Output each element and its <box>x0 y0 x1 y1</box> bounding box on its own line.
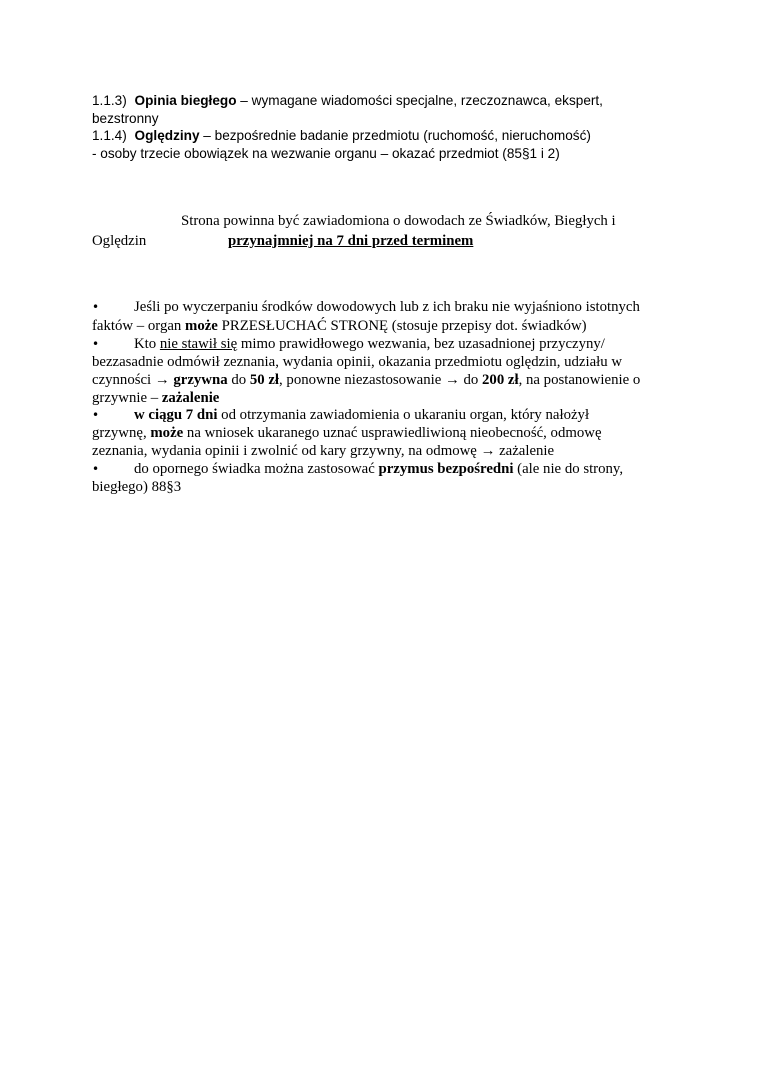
section-114-number: 1.1.4) <box>92 128 127 143</box>
bullet-3-line-3: zeznania, wydania opinii i zwolnić od kary grzywny, na odmowę → zażalenie <box>92 443 555 459</box>
section-113-line <box>92 92 603 110</box>
bullet-1-line-1: Jeśli po wyczerpaniu środków dowodowych lub z ich braku nie wyjaśniono istotnych <box>134 299 640 315</box>
bullet-2-text-a: Kto <box>134 336 160 352</box>
bullet-2-l3-e: , ponowne niezastosowanie → do <box>279 372 483 388</box>
bullet-2-l3-g: , na postanowienie o <box>518 372 641 388</box>
bullet-4-symbol: • <box>92 462 100 476</box>
section-114-third-parties: - osoby trzecie obowiązek na wezwanie organu – okazać przedmiot (85§1 i 2) <box>92 146 560 161</box>
bullet-4-text-a: do opornego świadka można zastosować <box>134 461 379 477</box>
bullet-2-l4-complaint: zażalenie <box>161 390 220 406</box>
bullet-3-l2-a: grzywnę, <box>92 425 151 441</box>
section-113-text: – wymagane wiadomości specjalne, rzeczoznawca, ekspert, <box>236 93 603 108</box>
section-113-continuation: bezstronny <box>92 111 159 126</box>
bullet-4-line-1 <box>134 460 623 478</box>
bullet-4-line-2: biegłego) 88§3 <box>92 479 182 495</box>
bullet-1-symbol: • <box>92 300 100 314</box>
bullet-3-text-a: od otrzymania zawiadomienia o ukaraniu organ, który nałożył <box>217 407 590 423</box>
bullet-2-line-4 <box>92 389 219 407</box>
section-113-title: Opinia biegłego <box>134 93 237 108</box>
bullet-1-text-b: PRZESŁUCHAĆ STRONĘ (stosuje przepisy dot. świadków) <box>217 318 587 334</box>
bullet-1-emphasis: może <box>185 318 218 334</box>
notice-deadline: przynajmniej na 7 dni przed terminem <box>228 233 474 249</box>
bullet-3-line-2 <box>92 424 602 442</box>
bullet-4-text-c: (ale nie do strony, <box>513 461 624 477</box>
bullet-3-l2-emphasis: może <box>150 425 184 441</box>
bullet-2-symbol: • <box>92 337 100 351</box>
bullet-2-line-2: bezzasadnie odmówił zeznania, wydania opinii, okazania przedmiotu oględzin, udziału w <box>92 354 623 370</box>
notice-line-2-emphasis <box>228 232 473 250</box>
bullet-2-line-1 <box>134 335 605 353</box>
section-114-line <box>92 127 591 145</box>
bullet-2-l3-c: do <box>227 372 250 388</box>
bullet-2-l3-a: czynności → <box>92 372 174 388</box>
bullet-2-l3-fine: grzywna <box>173 372 228 388</box>
notice-line-1: Strona powinna być zawiadomiona o dowodach ze Świadków, Biegłych i <box>181 213 616 229</box>
notice-line-2-start: Oględzin <box>92 233 147 249</box>
section-114-text: – bezpośrednie badanie przedmiotu (ruchomość, nieruchomość) <box>199 128 591 143</box>
bullet-2-l3-amount-200: 200 zł <box>482 372 519 388</box>
bullet-1-text-a: faktów – organ <box>92 318 186 334</box>
bullet-2-line-3 <box>92 371 640 389</box>
bullet-3-line-1 <box>134 406 589 424</box>
bullet-2-text-b: mimo prawidłowego wezwania, bez uzasadnionej przyczyny/ <box>237 336 605 352</box>
section-114-title: Oględziny <box>134 128 200 143</box>
bullet-3-deadline: w ciągu 7 dni <box>134 407 218 423</box>
section-113-number: 1.1.3) <box>92 93 127 108</box>
bullet-2-l3-amount-50: 50 zł <box>249 372 280 388</box>
bullet-4-emphasis: przymus bezpośredni <box>378 461 514 477</box>
bullet-2-underlined: nie stawił się <box>159 336 238 352</box>
bullet-3-symbol: • <box>92 408 100 422</box>
bullet-1-line-2 <box>92 317 587 335</box>
bullet-3-l2-c: na wniosek ukaranego uznać usprawiedliwioną nieobecność, odmowę <box>183 425 602 441</box>
bullet-2-l4-a: grzywnie – <box>92 390 162 406</box>
